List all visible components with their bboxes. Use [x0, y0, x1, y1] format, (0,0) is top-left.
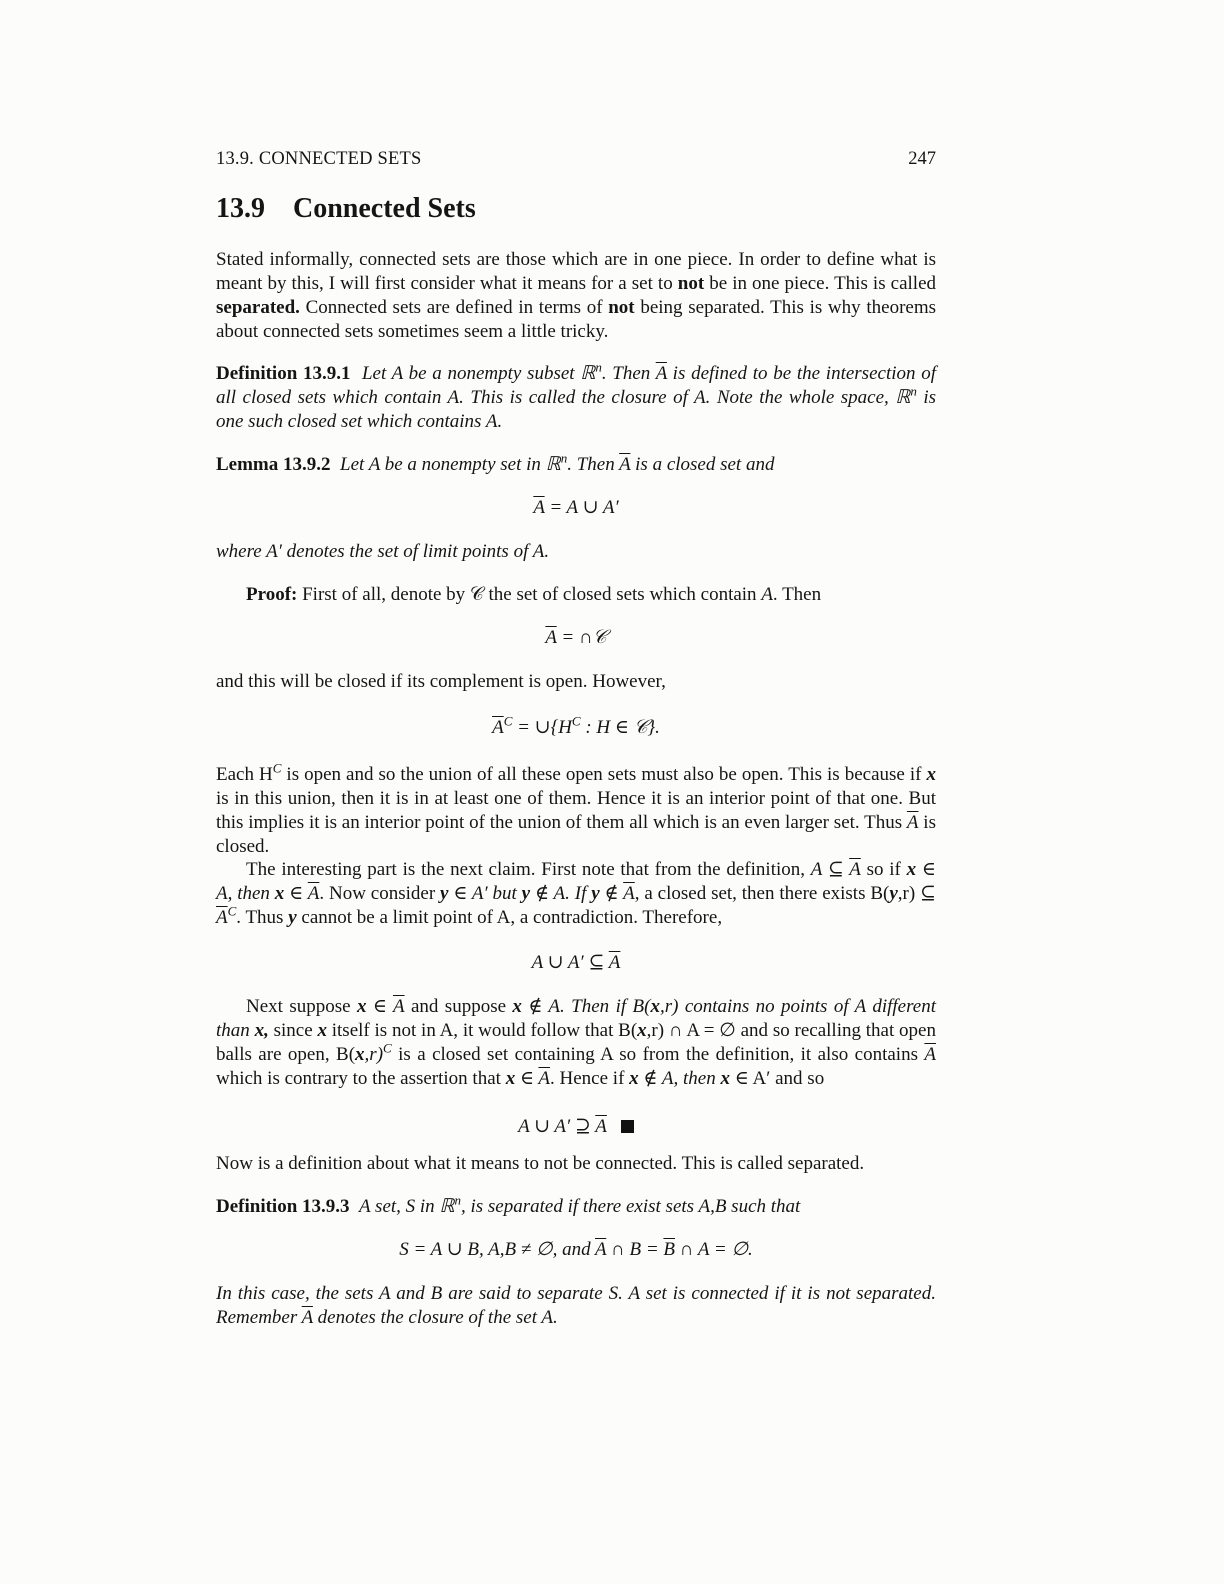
- closure-intersection-equation: $\overline{A}$ = ∩𝒞: [545, 627, 607, 648]
- proof-complement-text: and this will be closed if its complement is open. However,: [216, 671, 666, 692]
- running-header-section: 13.9. CONNECTED SETS: [216, 149, 422, 169]
- qed-square-icon: [621, 1120, 634, 1133]
- definition-13-9-1: Definition 13.9.1 Let A be a nonempty subset ℝ$^n$. Then $\overline{A}$ is defined to be the intersection of all closed sets which contain A. This is called the closure of A. Note the whole space, ℝ$^n$ is one such closed set which contains A.: [216, 359, 936, 432]
- page-number: 247: [908, 149, 936, 169]
- section-title: Connected Sets: [293, 193, 476, 224]
- proof-opening: Proof: First of all, denote by 𝒞 the set of closed sets which contain A. Then: [246, 584, 822, 605]
- definition-13-9-3: Definition 13.9.3 A set, S in ℝ$^n$, is separated if there exist sets A,B such that: [216, 1192, 801, 1217]
- lemma-label: Lemma 13.9.2: [216, 454, 331, 475]
- union-subset-equation: A ∪ A′ ⊆ $\overline{A}$: [531, 952, 621, 973]
- transition-text: Now is a definition about what it means to not be connected. This is called separated.: [216, 1153, 865, 1174]
- section-heading: [216, 193, 476, 225]
- proof-label: Proof:: [246, 584, 298, 605]
- definition-after-text: In this case, the sets A and B are said to separate S. A set is connected if it is not separated. Remember $\overline{A}$ denotes the closure of the set A.: [216, 1283, 936, 1328]
- lemma-13-9-2: Lemma 13.9.2 Let A be a nonempty set in ℝ$^n$. Then $\overline{A}$ is a closed set and: [216, 450, 775, 475]
- union-superset-equation: A ∪ A′ ⊇ $\overline{A}$: [216, 1115, 936, 1139]
- definition-label: Definition 13.9.1: [216, 363, 351, 384]
- proof-paragraph-open-union: Each $H^C$ is open and so the union of all these open sets must also be open. This is because if x is in this union, then it is in at least one of them. Hence it is an interior point of that one. But this implies it is an interior point of the union of them all which is an even larger set. Thus $\overline{A}$ is closed.: [216, 760, 936, 857]
- complement-union-equation: $\overline{A}^C$ = $\cup\{H^C$ : H ∈ 𝒞}.: [492, 713, 660, 738]
- separated-equation: S = A ∪ B, A,B ≠ ∅, and $\overline{A}$ ∩ $B = \overline{B}$ ∩ A = ∅.: [399, 1239, 753, 1260]
- proof-paragraph-claim: The interesting part is the next claim. First note that from the definition, A ⊆ $\overline{A}$ so if x ∈ A, then x ∈ $\overline{A}$. Now consider y ∈ A′ but y ∉ A. If y ∉ $\overline{A}$, a closed set, then there exists B(y,r) ⊆ $\overline{A}^C$. Thus y cannot be a limit point of A, a contradiction. Therefore,: [216, 859, 937, 928]
- intro-paragraph: Stated informally, connected sets are those which are in one piece. In order to define what is meant by this, I will first consider what it means for a set to not be in one piece. This is called separated. Connected sets are defined in terms of not being separated. This is why theorems about connected sets sometimes seem a little tricky.: [216, 249, 937, 342]
- proof-paragraph-reverse: Next suppose x ∈ $\overline{A}$ and suppose x ∉ A. Then if B(x,r) contains no points of A different than x, since x itself is not in A, it would follow that B(x,r) ∩ A = ∅ and so recalling that open balls are open, $B(x,r)^C$ is a closed set containing A so from the definition, it also contains $\overline{A}$ which is contrary to the assertion that x ∈ $\overline{A}$. Hence if x ∉ A, then x ∈ A′ and so: [216, 996, 937, 1089]
- running-header: [216, 149, 936, 173]
- lemma-equation: $\overline{A} = A$ ∪ A′: [533, 497, 619, 518]
- section-number: 13.9: [216, 193, 265, 224]
- definition-label: Definition 13.9.3: [216, 1196, 350, 1217]
- lemma-after-text: where A′ denotes the set of limit points of A.: [216, 541, 550, 562]
